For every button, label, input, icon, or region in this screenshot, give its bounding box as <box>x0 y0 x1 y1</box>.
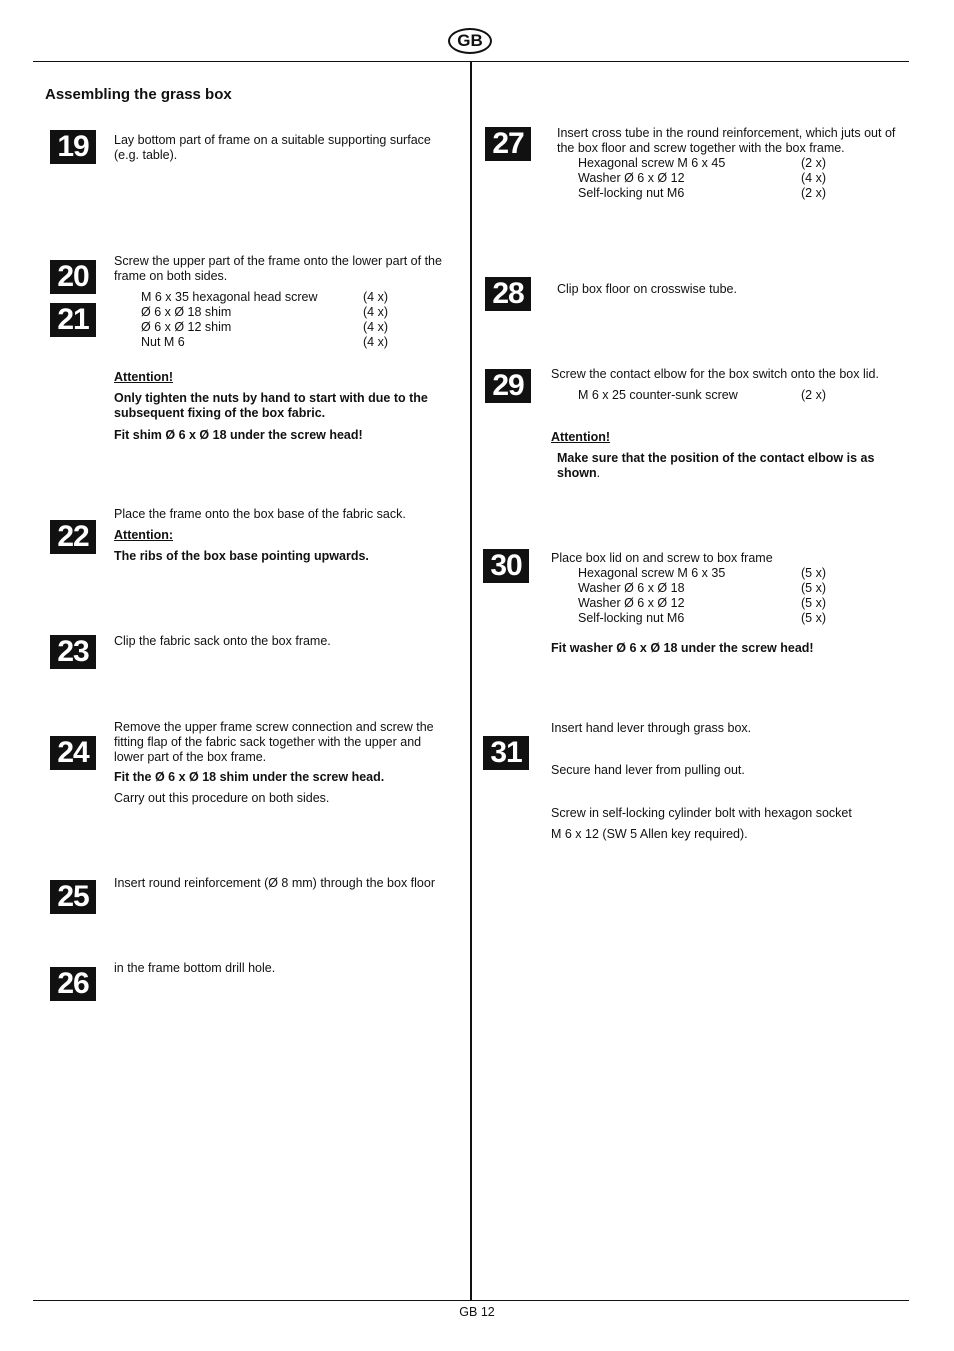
part-qty: (4 x) <box>363 305 388 319</box>
step-31-text-1: Insert hand lever through grass box. <box>551 721 752 735</box>
part-name: Washer Ø 6 x Ø 12 <box>578 171 685 185</box>
step-number-21: 21 <box>50 303 96 337</box>
step-31-text-4: M 6 x 12 (SW 5 Allen key required). <box>551 827 748 841</box>
part-name: Hexagonal screw M 6 x 35 <box>578 566 726 580</box>
part-name: Ø 6 x Ø 18 shim <box>141 305 232 319</box>
step-24-note: Fit the Ø 6 x Ø 18 shim under the screw head. <box>114 770 385 784</box>
step-26-text: in the frame bottom drill hole. <box>114 961 276 975</box>
step-29-note-block <box>557 451 892 481</box>
part-name: Washer Ø 6 x Ø 12 <box>578 596 685 610</box>
step-number-19: 19 <box>50 130 96 164</box>
language-badge: GB <box>448 28 492 54</box>
step-29-note: Make sure that the position of the contact elbow is as shown <box>557 451 875 480</box>
parts-row <box>578 388 898 403</box>
part-name: Nut M 6 <box>141 335 185 349</box>
part-qty: (2 x) <box>801 388 826 402</box>
step-22-attention: Attention: <box>114 528 174 542</box>
step-22-note: The ribs of the box base pointing upwards. <box>114 549 369 563</box>
step-29-text: Screw the contact elbow for the box switch onto the box lid. <box>551 367 879 381</box>
part-qty: (5 x) <box>801 566 826 580</box>
parts-row <box>578 171 898 186</box>
step-21-parts-list <box>141 290 461 350</box>
step-30-text: Place box lid on and screw to box frame <box>551 551 773 565</box>
page-title: Assembling the grass box <box>45 86 232 103</box>
part-qty: (4 x) <box>363 320 388 334</box>
step-number-25: 25 <box>50 880 96 914</box>
step-number-29: 29 <box>485 369 531 403</box>
part-name: Hexagonal screw M 6 x 45 <box>578 156 726 170</box>
part-qty: (4 x) <box>363 290 388 304</box>
part-name: Ø 6 x Ø 12 shim <box>141 320 232 334</box>
step-24-text: Remove the upper frame screw connection and screw the fitting flap of the fabric sack together with the upper and lower part of the box frame. <box>114 720 434 764</box>
step-28-text: Clip box floor on crosswise tube. <box>557 282 737 296</box>
step-number-22: 22 <box>50 520 96 554</box>
parts-row <box>141 290 461 305</box>
part-qty: (5 x) <box>801 581 826 595</box>
step-24-text-2: Carry out this procedure on both sides. <box>114 791 330 805</box>
step-number-28: 28 <box>485 277 531 311</box>
parts-row <box>578 596 898 611</box>
part-name: Self-locking nut M6 <box>578 186 685 200</box>
parts-row <box>578 186 898 201</box>
step-number-31: 31 <box>483 736 529 770</box>
part-qty: (5 x) <box>801 596 826 610</box>
step-23-text: Clip the fabric sack onto the box frame. <box>114 634 331 648</box>
parts-row <box>141 335 461 350</box>
part-qty: (4 x) <box>801 171 826 185</box>
step-25-text: Insert round reinforcement (Ø 8 mm) through the box floor <box>114 876 435 890</box>
part-qty: (4 x) <box>363 335 388 349</box>
parts-row <box>141 320 461 335</box>
step-29-note-end: . <box>596 466 601 480</box>
parts-row <box>141 305 461 320</box>
part-qty: (2 x) <box>801 186 826 200</box>
step-number-27: 27 <box>485 127 531 161</box>
part-qty: (5 x) <box>801 611 826 625</box>
step-21-note-2: Fit shim Ø 6 x Ø 18 under the screw head! <box>114 428 363 442</box>
part-name: Washer Ø 6 x Ø 18 <box>578 581 685 595</box>
parts-row <box>578 581 898 596</box>
part-qty: (2 x) <box>801 156 826 170</box>
step-number-24: 24 <box>50 736 96 770</box>
step-number-30: 30 <box>483 549 529 583</box>
step-number-26: 26 <box>50 967 96 1001</box>
step-31-text-3: Screw in self-locking cylinder bolt with hexagon socket <box>551 806 852 820</box>
column-divider <box>470 62 472 1300</box>
part-name: M 6 x 35 hexagonal head screw <box>141 290 318 304</box>
footer-rule <box>33 1300 909 1301</box>
step-19-text: Lay bottom part of frame on a suitable supporting surface (e.g. table). <box>114 133 431 162</box>
step-number-23: 23 <box>50 635 96 669</box>
part-name: Self-locking nut M6 <box>578 611 685 625</box>
step-21-note-1: Only tighten the nuts by hand to start with due to the subsequent fixing of the box fabric. <box>114 391 428 420</box>
step-27-text: Insert cross tube in the round reinforcement, which juts out of the box floor and screw together with the box frame. <box>557 126 896 155</box>
parts-row <box>578 611 898 626</box>
step-31-text-2: Secure hand lever from pulling out. <box>551 763 745 777</box>
step-number-20: 20 <box>50 260 96 294</box>
step-21-text: Screw the upper part of the frame onto the lower part of the frame on both sides. <box>114 254 442 283</box>
step-27-parts-list <box>578 156 898 201</box>
parts-row <box>578 566 898 581</box>
step-22-text: Place the frame onto the box base of the fabric sack. <box>114 507 406 521</box>
step-29-attention: Attention! <box>551 430 611 444</box>
page-number: GB 12 <box>459 1305 495 1319</box>
part-name: M 6 x 25 counter-sunk screw <box>578 388 738 402</box>
step-30-note: Fit washer Ø 6 x Ø 18 under the screw head! <box>551 641 814 655</box>
step-30-parts-list <box>578 566 898 626</box>
step-21-attention: Attention! <box>114 370 174 384</box>
parts-row <box>578 156 898 171</box>
step-29-parts-list <box>578 388 898 403</box>
